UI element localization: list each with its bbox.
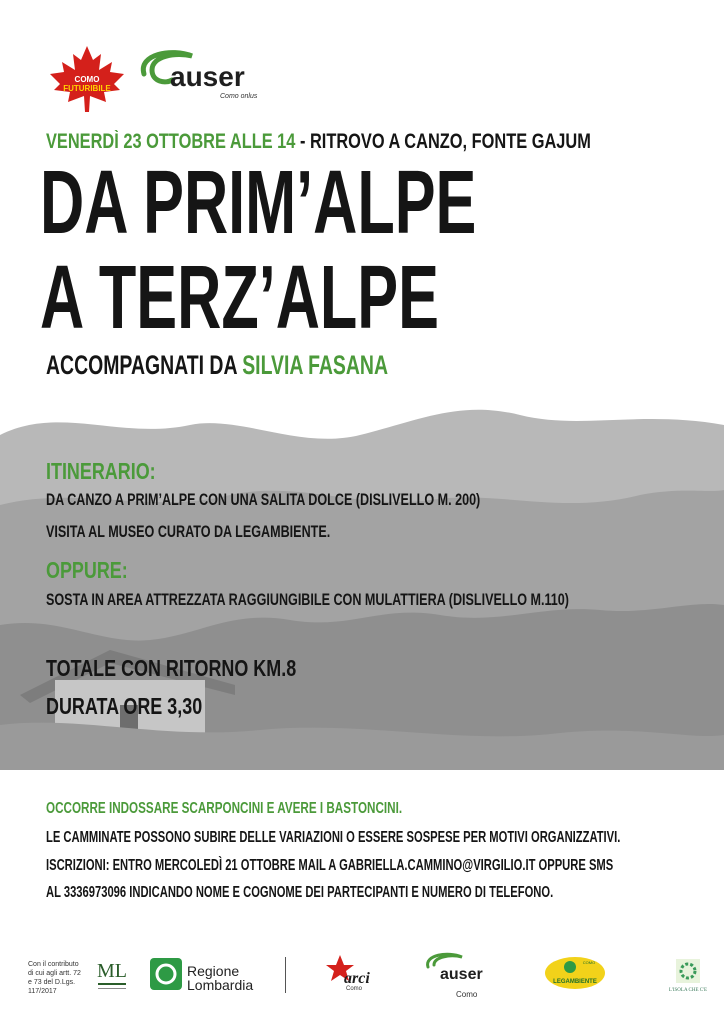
arci-logo (326, 955, 370, 987)
svg-text:auser: auser (440, 966, 483, 983)
como-text: COMO (74, 75, 100, 84)
arci-city: Como (346, 986, 363, 992)
meeting-point: - RITROVO A CANZO, FONTE GAJUM (299, 130, 591, 153)
auser-footer-city: Como (456, 990, 478, 999)
svg-text:COMO: COMO (582, 960, 596, 965)
svg-text:L'ISOLA CHE C'E: L'ISOLA CHE C'E (668, 988, 708, 993)
isola-logo (669, 959, 707, 993)
contribution-text: Con il contributo di cui agli artt. 72 e 73 del D.Lgs. 117/2017 (28, 961, 81, 995)
guide-name: SILVIA FASANA (242, 350, 389, 380)
svg-text:LEGAMBIENTE: LEGAMBIENTE (553, 979, 597, 985)
itinerary-label: ITINERARIO: (46, 458, 156, 484)
futuribile-text: FUTURIBILE (63, 84, 111, 93)
guide-prefix: ACCOMPAGNATI DA (46, 350, 237, 380)
duration: DURATA ORE 3,30 (46, 693, 203, 719)
sponsor-logos (0, 945, 724, 1024)
auser-footer-logo (428, 954, 483, 983)
regione-line-2: Lombardia (187, 977, 254, 993)
svg-text:ML: ML (97, 960, 127, 982)
total-distance: TOTALE CON RITORNO KM.8 (46, 655, 297, 681)
equipment-note: OCCORRE INDOSSARE SCARPONCINI E AVERE I BASTONCINI. (46, 800, 403, 817)
date-line (46, 130, 724, 154)
auser-name: auser (170, 61, 245, 92)
svg-text:arci: arci (344, 970, 370, 987)
alternative-line-1: SOSTA IN AREA ATTREZZATA RAGGIUNGIBILE CON MULATTIERA (DISLIVELLO M.110) (46, 590, 569, 609)
title-line-1: DA PRIM’ALPE (40, 153, 477, 253)
como-futuribile-logo (46, 44, 128, 114)
alternative-label: OPPURE: (46, 557, 128, 583)
info-line-2: ISCRIZIONI: ENTRO MERCOLEDÌ 21 OTTOBRE MAIL A GABRIELLA.CAMMINO@VIRGILIO.IT OPPURE SMS (46, 857, 614, 874)
info-line-3: AL 3336973096 INDICANDO NOME E COGNOME DEI PARTECIPANTI E NUMERO DI TELEFONO. (46, 884, 554, 901)
info-line-1: LE CAMMINATE POSSONO SUBIRE DELLE VARIAZIONI O ESSERE SOSPESE PER MOTIVI ORGANIZZATIVI. (46, 829, 621, 846)
ministry-logo (97, 960, 127, 989)
leaf-icon (564, 961, 576, 973)
title-line-2: A TERZ’ALPE (40, 248, 439, 348)
itinerary-line-2: VISITA AL MUSEO CURATO DA LEGAMBIENTE. (46, 522, 331, 541)
legambiente-logo (545, 957, 605, 989)
auser-logo (132, 46, 272, 106)
regione-text (187, 964, 253, 992)
event-date: VENERDÌ 23 OTTOBRE ALLE 14 (46, 130, 296, 153)
auser-sub: Como onlus (220, 93, 258, 100)
guide-line (46, 350, 521, 381)
regione-line-1: Regione (187, 963, 240, 979)
itinerary-line-1: DA CANZO A PRIM’ALPE CON UNA SALITA DOLCE (DISLIVELLO M. 200) (46, 490, 481, 509)
